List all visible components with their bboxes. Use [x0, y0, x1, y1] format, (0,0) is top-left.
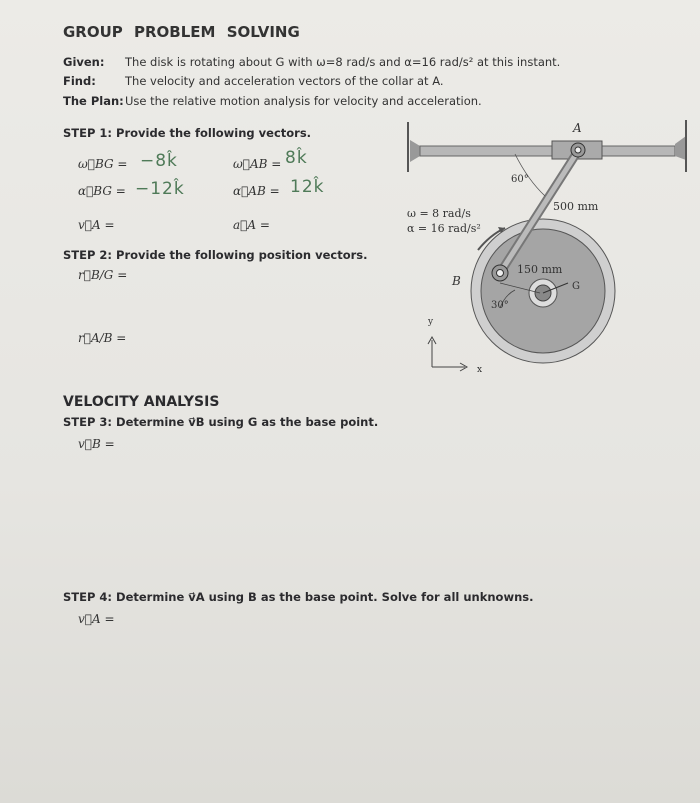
angle-disk: 30°: [491, 300, 509, 311]
accel-a-label: a⃗A =: [233, 218, 270, 232]
velocity-a-label: v⃗A =: [78, 218, 115, 232]
slider-rod: [408, 120, 686, 172]
omega-value: ω = 8 rad/s: [407, 207, 471, 220]
v-a-label: v⃗A =: [78, 612, 115, 626]
alpha-bg-answer: −12k̂: [135, 179, 185, 199]
page-title: GROUP PROBLEM SOLVING: [63, 23, 300, 41]
omega-ab-label: ω⃗AB =: [233, 157, 282, 171]
r-bg-label: r⃗B/G =: [78, 268, 128, 282]
length-ab: 500 mm: [553, 200, 599, 213]
label-g: G: [572, 281, 580, 292]
plan-label: The Plan:: [63, 94, 124, 108]
axis-x-label: x: [477, 365, 483, 375]
label-a: A: [573, 121, 582, 135]
omega-bg-answer: −8k̂: [140, 151, 178, 171]
alpha-ab-answer: 12k̂: [290, 177, 325, 197]
v-b-label: v⃗B =: [78, 437, 115, 451]
step2-heading: STEP 2: Provide the following position vectors.: [63, 248, 368, 262]
angle-rod: 60°: [511, 174, 529, 185]
step3-heading: STEP 3: Determine v⃗B using G as the base point.: [63, 415, 379, 429]
axes-icon: [428, 337, 467, 371]
find-label: Find:: [63, 74, 96, 88]
velocity-analysis-heading: VELOCITY ANALYSIS: [63, 394, 220, 410]
r-ab-label: r⃗A/B =: [78, 331, 127, 345]
disk: [471, 219, 615, 363]
alpha-ab-label: α⃗AB =: [233, 184, 280, 198]
omega-bg-label: ω⃗BG =: [78, 157, 128, 171]
alpha-value: α = 16 rad/s²: [407, 222, 481, 235]
given-text: The disk is rotating about G with ω=8 rad/s and α=16 rad/s² at this instant.: [125, 55, 561, 69]
step4-heading: STEP 4: Determine v⃗A using B as the base point. Solve for all unknowns.: [63, 590, 534, 604]
plan-text: Use the relative motion analysis for velocity and acceleration.: [125, 94, 482, 108]
axis-y-label: y: [428, 317, 434, 327]
omega-ab-answer: 8k̂: [285, 148, 308, 168]
label-b: B: [452, 274, 461, 288]
radius-bg: 150 mm: [517, 263, 563, 276]
find-text: The velocity and acceleration vectors of the collar at A.: [125, 74, 444, 88]
step1-heading: STEP 1: Provide the following vectors.: [63, 126, 312, 140]
given-label: Given:: [63, 55, 105, 69]
alpha-bg-label: α⃗BG =: [78, 184, 126, 198]
